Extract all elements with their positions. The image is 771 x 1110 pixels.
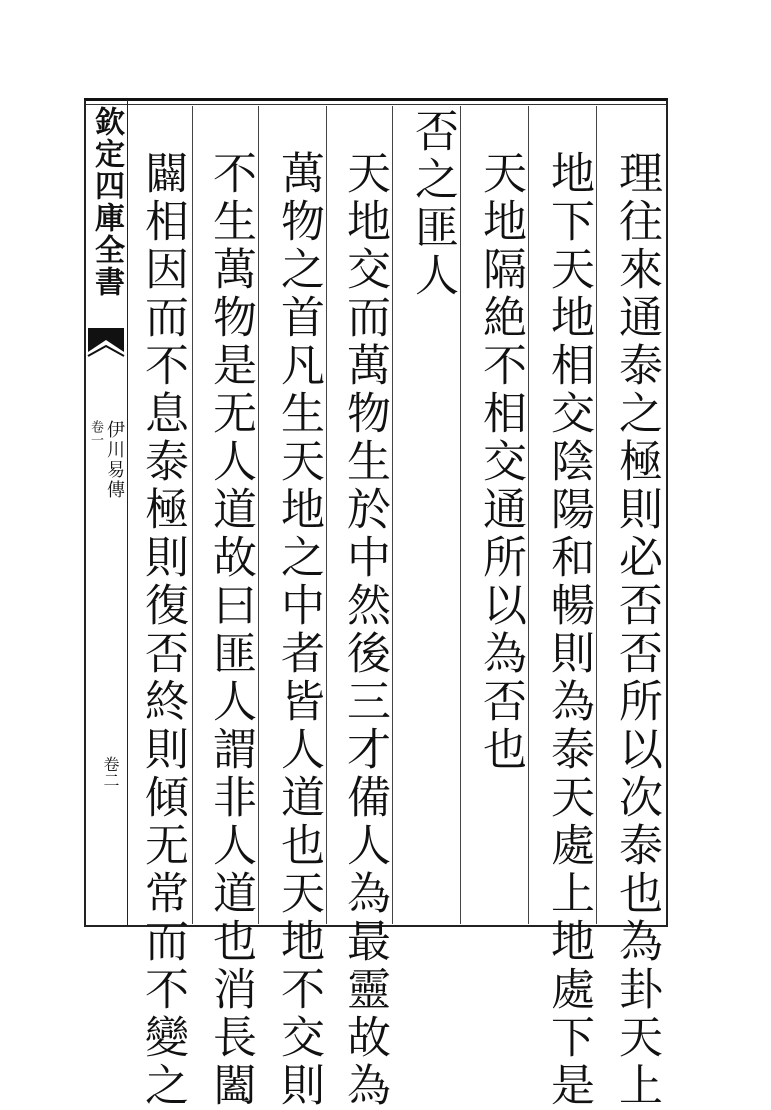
text-column-5: 天地交而萬物生於中然後三才備人為最靈故為 — [339, 150, 390, 1110]
fish-tail-icon — [86, 326, 126, 376]
text-column-3: 天地隔絶不相交通所以為否也 — [475, 150, 526, 774]
collection-title: 欽定四庫全書 — [89, 106, 124, 298]
text-column-4: 否之匪人 — [407, 108, 458, 300]
book-title: 伊川易傳 — [104, 420, 125, 500]
text-column-8: 闢相因而不息泰極則復否終則傾无常而不變之 — [137, 150, 188, 1110]
text-column-2: 地下天地相交陰陽和暢則為泰天處上地處下是 — [543, 150, 594, 1110]
top-border — [84, 98, 668, 101]
volume-number: 卷一 — [88, 420, 103, 446]
text-column-6: 萬物之首凡生天地之中者皆人道也天地不交則 — [273, 150, 324, 1110]
text-column-1: 理往來通泰之極則必否否所以次泰也為卦天上 — [611, 150, 662, 1110]
text-column-7: 不生萬物是无人道故曰匪人謂非人道也消長闔 — [205, 150, 256, 1110]
top-border-inner — [84, 104, 668, 105]
page-number: 卷二 — [101, 756, 120, 788]
